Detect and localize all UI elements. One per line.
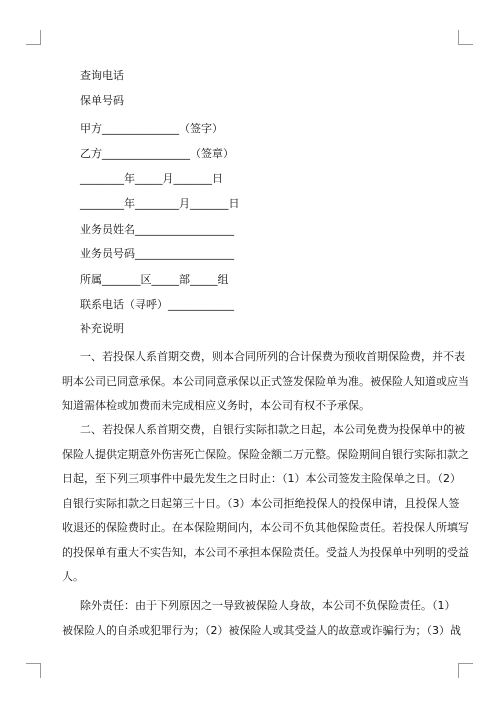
crop-mark-bottom-left xyxy=(26,663,41,678)
date-line-1: ________年_____月_______日 xyxy=(80,172,223,185)
policy-number-line: 保单号码 xyxy=(80,94,124,107)
agent-name-line: 业务员姓名__________________ xyxy=(80,223,234,236)
paragraph-3-line: 被保险人的自杀或犯罪行为；（2）被保险人或其受益人的故意或诈骗行为；（3）战 xyxy=(62,623,461,637)
paragraph-2-line: 自银行实际扣款之日起第三十日。（3）本公司拒绝投保人的投保申请，且投保人签 xyxy=(62,496,460,510)
query-phone-line: 查询电话 xyxy=(80,69,124,82)
paragraph-1-line: 一、若投保人系首期交费，则本合同所列的合计保费为预收首期保险费，并不表 xyxy=(80,350,465,363)
paragraph-2-line: 日起，至下列三项事件中最先发生之日时止：（1）本公司签发主险保单之日。（2） xyxy=(62,472,461,485)
contact-phone-line: 联系电话（寻呼）____________ xyxy=(80,298,234,311)
paragraph-2-line: 收退还的保险费时止。在本保险期间内，本公司不负其他保险责任。若投保人所填写 xyxy=(62,521,469,534)
crop-mark-top-right xyxy=(458,30,473,45)
paragraph-2-line: 人。 xyxy=(62,570,84,583)
paragraph-1 xyxy=(62,345,469,419)
paragraph-2 xyxy=(62,418,469,590)
paragraph-3-line: 除外责任：由于下列原因之一导致被保险人身故，本公司不负保险责任。（1） xyxy=(80,599,456,612)
date-line-2: ________年________月_______日 xyxy=(80,197,240,210)
department-line: 所属_______区_____部_____组 xyxy=(80,273,229,286)
paragraph-1-line: 知道需体检或加费而未完成相应义务时，本公司有权不予承保。 xyxy=(62,399,370,412)
paragraph-2-line: 的投保单有重大不实告知，本公司不承担本保险责任。受益人为投保单中列明的受益 xyxy=(62,545,469,559)
paragraph-2-line: 保险人提供定期意外伤害死亡保险。保险金额二万元整。保险期间自银行实际扣款之 xyxy=(62,447,469,461)
supplement-title: 补充说明 xyxy=(80,322,124,335)
party-b-seal-line: 乙方________________（签章） xyxy=(80,147,234,160)
agent-number-line: 业务员号码__________________ xyxy=(80,247,234,260)
paragraph-3 xyxy=(62,594,461,643)
crop-mark-top-left xyxy=(26,30,41,45)
crop-mark-bottom-right xyxy=(458,663,473,678)
paragraph-2-line: 二、若投保人系首期交费，自银行实际扣款之日起，本公司免费为投保单中的被 xyxy=(80,423,465,436)
party-a-signature-line: 甲方______________（签字） xyxy=(80,122,223,135)
paragraph-1-line: 明本公司已同意承保。本公司同意承保以正式签发保险单为准。被保险人知道或应当 xyxy=(62,374,469,388)
